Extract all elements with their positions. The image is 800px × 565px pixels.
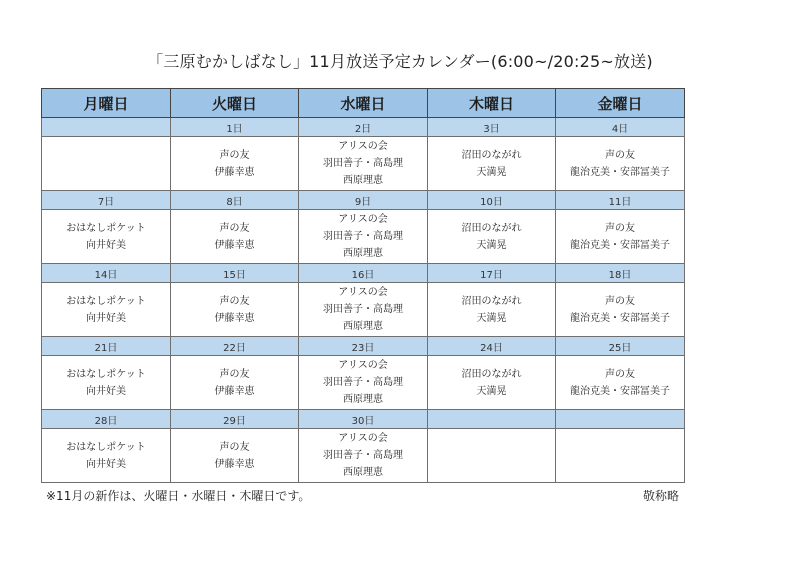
date-row — [42, 264, 685, 283]
program-name: 声の友 — [219, 368, 250, 380]
program-name: アリスの会 — [338, 360, 388, 371]
date-cell-wednesday: 9日 — [299, 191, 428, 210]
footnote: ※11月の新作は、火曜日・水曜日・木曜日です。 — [46, 489, 311, 503]
program-name: 声の友 — [219, 295, 250, 307]
date-cell-tuesday: 22日 — [171, 337, 299, 356]
weekday-header-tuesday: 火曜日 — [171, 89, 299, 118]
program-cell-wednesday — [299, 356, 428, 410]
date-cell-monday: 14日 — [42, 264, 171, 283]
program-row — [42, 356, 685, 410]
performer-name: 西原理恵 — [343, 394, 383, 405]
date-cell-friday — [556, 410, 685, 429]
program-cell-monday — [42, 356, 171, 410]
program-cell-wednesday — [299, 283, 428, 337]
date-cell-tuesday: 8日 — [171, 191, 299, 210]
performer-name: 西原理恵 — [343, 175, 383, 186]
program-name: アリスの会 — [338, 433, 388, 444]
program-row — [42, 429, 685, 483]
performer-name: 羽田善子・高島理 — [323, 231, 403, 242]
performer-name: 天満晃 — [476, 385, 507, 397]
program-row — [42, 283, 685, 337]
performer-name: 向井好美 — [86, 458, 126, 470]
program-cell-tuesday — [171, 429, 299, 483]
performer-name: 羽田善子・高島理 — [323, 377, 403, 388]
program-cell-wednesday — [299, 429, 428, 483]
date-cell-thursday: 3日 — [428, 118, 556, 137]
date-cell-monday: 28日 — [42, 410, 171, 429]
weekday-header-wednesday: 水曜日 — [299, 89, 428, 118]
performer-name: 西原理恵 — [343, 467, 383, 478]
date-cell-wednesday: 30日 — [299, 410, 428, 429]
performer-name: 向井好美 — [86, 312, 126, 324]
program-cell-tuesday — [171, 210, 299, 264]
weekday-header-row — [42, 89, 685, 118]
program-name: おはなしポケット — [66, 441, 146, 453]
date-cell-thursday: 24日 — [428, 337, 556, 356]
program-cell-thursday — [428, 356, 556, 410]
program-cell-monday — [42, 429, 171, 483]
performer-name: 龍治克美・安部冨美子 — [570, 312, 670, 324]
performer-name: 羽田善子・高島理 — [323, 450, 403, 461]
date-cell-thursday: 17日 — [428, 264, 556, 283]
date-cell-thursday: 10日 — [428, 191, 556, 210]
program-name: 声の友 — [605, 222, 635, 234]
date-cell-friday: 25日 — [556, 337, 685, 356]
performer-name: 天満晃 — [476, 166, 507, 178]
performer-name: 羽田善子・高島理 — [323, 158, 403, 169]
program-name: 沼田のながれ — [461, 149, 522, 161]
program-cell-tuesday — [171, 283, 299, 337]
program-name: 沼田のながれ — [461, 295, 522, 307]
date-cell-tuesday: 29日 — [171, 410, 299, 429]
performer-name: 龍治克美・安部冨美子 — [570, 385, 670, 397]
performer-name: 伊藤幸恵 — [214, 385, 255, 397]
date-cell-friday: 11日 — [556, 191, 685, 210]
performer-name: 伊藤幸恵 — [214, 166, 255, 178]
program-name: アリスの会 — [338, 214, 388, 225]
performer-name: 羽田善子・高島理 — [323, 304, 403, 315]
program-cell-thursday — [428, 137, 556, 191]
weekday-header-thursday: 木曜日 — [428, 89, 556, 118]
program-name: 沼田のながれ — [461, 222, 522, 234]
performer-name: 龍治克美・安部冨美子 — [570, 166, 670, 178]
performer-name: 向井好美 — [86, 239, 126, 251]
broadcast-calendar — [41, 88, 685, 483]
program-cell-tuesday — [171, 137, 299, 191]
weekday-header-monday: 月曜日 — [42, 89, 171, 118]
program-name: おはなしポケット — [66, 368, 146, 380]
program-cell-monday — [42, 283, 171, 337]
weekday-header-friday: 金曜日 — [556, 89, 685, 118]
performer-name: 龍治克美・安部冨美子 — [570, 239, 670, 251]
program-cell-friday — [556, 283, 685, 337]
performer-name: 天満晃 — [476, 312, 507, 324]
program-cell-tuesday — [171, 356, 299, 410]
date-row — [42, 337, 685, 356]
date-cell-monday — [42, 118, 171, 137]
program-name: アリスの会 — [338, 287, 388, 298]
date-cell-friday: 18日 — [556, 264, 685, 283]
date-cell-tuesday: 15日 — [171, 264, 299, 283]
date-row — [42, 118, 685, 137]
performer-name: 伊藤幸恵 — [214, 239, 255, 251]
program-cell-friday — [556, 356, 685, 410]
program-row — [42, 210, 685, 264]
program-name: おはなしポケット — [66, 222, 146, 234]
date-cell-monday: 7日 — [42, 191, 171, 210]
program-row — [42, 137, 685, 191]
date-row — [42, 191, 685, 210]
date-cell-wednesday: 2日 — [299, 118, 428, 137]
program-cell-monday — [42, 137, 171, 191]
calendar-body — [42, 118, 685, 483]
program-cell-friday — [556, 137, 685, 191]
program-cell-friday — [556, 210, 685, 264]
program-cell-wednesday — [299, 137, 428, 191]
performer-name: 伊藤幸恵 — [214, 458, 255, 470]
date-cell-monday: 21日 — [42, 337, 171, 356]
program-cell-thursday — [428, 210, 556, 264]
program-cell-thursday — [428, 429, 556, 483]
date-cell-thursday — [428, 410, 556, 429]
performer-name: 向井好美 — [86, 385, 126, 397]
program-cell-monday — [42, 210, 171, 264]
program-name: おはなしポケット — [66, 295, 146, 307]
program-cell-friday — [556, 429, 685, 483]
date-row — [42, 410, 685, 429]
program-cell-thursday — [428, 283, 556, 337]
program-name: アリスの会 — [338, 141, 388, 152]
performer-name: 西原理恵 — [343, 248, 383, 259]
date-cell-friday: 4日 — [556, 118, 685, 137]
program-name: 声の友 — [605, 149, 635, 161]
date-cell-tuesday: 1日 — [171, 118, 299, 137]
program-name: 沼田のながれ — [461, 368, 522, 380]
program-cell-wednesday — [299, 210, 428, 264]
honorific-note: 敬称略 — [642, 489, 679, 503]
performer-name: 天満晃 — [476, 239, 507, 251]
performer-name: 伊藤幸恵 — [214, 312, 255, 324]
date-cell-wednesday: 23日 — [299, 337, 428, 356]
program-name: 声の友 — [605, 368, 635, 380]
date-cell-wednesday: 16日 — [299, 264, 428, 283]
performer-name: 西原理恵 — [343, 321, 383, 332]
program-name: 声の友 — [219, 441, 250, 453]
program-name: 声の友 — [219, 222, 250, 234]
program-name: 声の友 — [219, 149, 250, 161]
page-title: 「三原むかしばなし」11月放送予定カレンダー(6:00~/20:25~放送) — [147, 52, 653, 71]
program-name: 声の友 — [605, 295, 635, 307]
